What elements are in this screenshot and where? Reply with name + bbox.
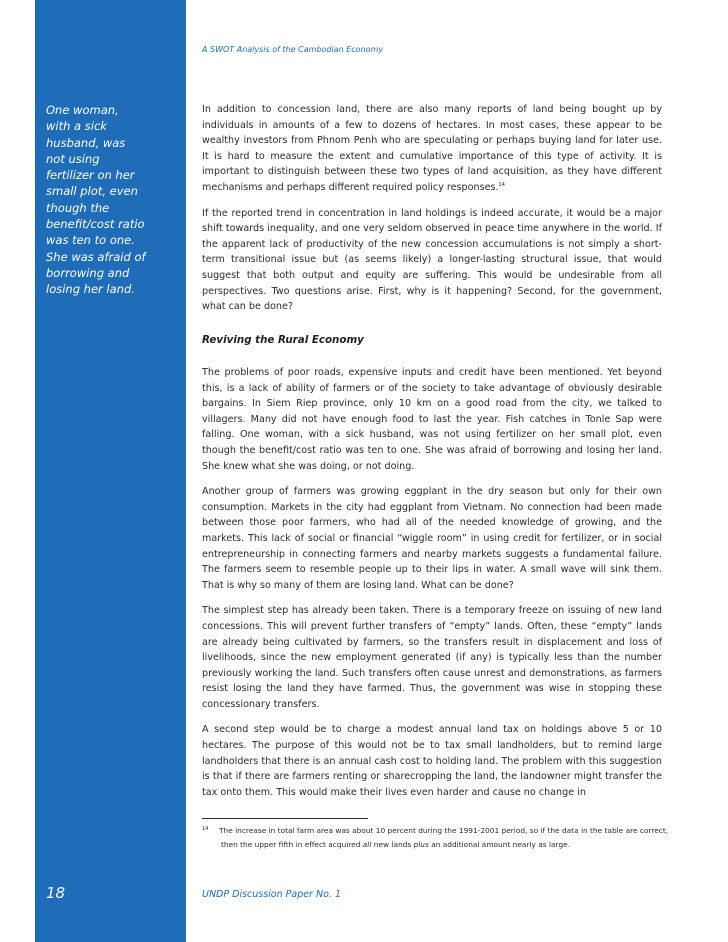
footnote-line <box>202 838 672 852</box>
body-paragraph: The problems of poor roads, expensive inputs and credit have been mentioned. Yet beyond this, is a lack of ability of farmers or of the society to take advantage of obviously desirable bargains. In Siem Riep province, only 10 km on a good road from the city, we talked to villagers. Many did not have enough food to last the year. Fish catches in Tonle Sap were falling. One woman, with a sick husband, was not using fertilizer on her small plot, even though the benefit/cost ratio was ten to one. She was afraid of borrowing and losing her land. She knew what she was doing, or not doing. <box>202 367 662 472</box>
pull-quote <box>46 102 176 298</box>
footnote-text: an additional amount nearly as large. <box>428 840 571 849</box>
footnote-divider <box>202 818 368 819</box>
footnote-line: The increase in total farm area was about 10 percent during the 1991-2001 period, so if the data in the table are correct, <box>219 826 669 835</box>
paragraph-text: In addition to concession land, there are also many reports of land being bought up by individuals in amounts of a few to dozens of hectares. In most cases, these appear to be wealthy investors from Phnom Penh who are speculating or perhaps buying land for later use. It is hard to measure the extent and cumulative importance of this type of activity. It is important to distinguish between these two types of land acquisition, as they have different mechanisms and perhaps different required policy responses. <box>202 104 662 193</box>
pull-quote-line: losing her land. <box>46 282 135 297</box>
pull-quote-line: not using <box>46 151 100 166</box>
running-footer: UNDP Discussion Paper No. 1 <box>202 889 342 900</box>
pull-quote-line: was ten to one. <box>46 233 135 248</box>
body-paragraph: A second step would be to charge a modest annual land tax on holdings above 5 or 10 hectares. The purpose of this would not be to tax small landholders, but to remind large landholders that there is an annual cash cost to holding land. The problem with this suggestion is that if there are farmers renting or sharecropping the land, the landowner might transfer the tax onto them. This would make their lives even harder and cause no change in <box>202 724 662 798</box>
pull-quote-line: She was afraid of <box>46 249 146 264</box>
pull-quote-line: fertilizer on her <box>46 168 135 183</box>
pull-quote-line: borrowing and <box>46 265 130 280</box>
pull-quote-line: husband, was <box>46 135 126 150</box>
footnote-reference: 14 <box>498 181 505 188</box>
footnote-number: 14 <box>202 826 209 832</box>
body-block-top <box>202 102 662 325</box>
footnote-emphasis: all <box>362 840 372 849</box>
page-number: 18 <box>46 884 66 902</box>
footnote <box>202 824 672 852</box>
body-paragraph: If the reported trend in concentration in land holdings is indeed accurate, it would be a major shift towards inequality, and one very seldom observed in peace time anywhere in the world. If the apparent lack of productivity of the new concession accumulations is not simply a short-term transitional issue but (as seems likely) a longer-lasting structural issue, that would suggest that both output and equity are suffering. This would be undesirable from all perspectives. Two questions arise. First, why is it happening? Second, for the government, what can be done? <box>202 207 662 313</box>
pull-quote-line: benefit/cost ratio <box>46 217 145 232</box>
running-header: A SWOT Analysis of the Cambodian Economy <box>202 45 384 54</box>
pull-quote-line: though the <box>46 200 110 215</box>
body-block-bottom <box>202 365 662 810</box>
pull-quote-line: One woman, <box>46 103 119 117</box>
footnote-text: then the upper fifth in effect acquired <box>221 840 363 849</box>
body-paragraph <box>202 102 662 196</box>
body-paragraph: The simplest step has already been taken. There is a temporary freeze on issuing of new land concessions. This will prevent further transfers of “empty” lands. Often, these “empty” lands are already being cultivated by farmers, so the transfers result in displacement and loss of livelihoods, since the new employment generated (if any) is typically less than the number previously working the land. Such transfers often cause unrest and demonstrations, as farmers resist losing the land they have farmed. Thus, the government was wise in stopping these concessionary transfers. <box>202 605 662 710</box>
pull-quote-line: with a sick <box>46 119 107 134</box>
section-heading: Reviving the Rural Economy <box>202 334 364 346</box>
pull-quote-line: small plot, even <box>46 184 138 199</box>
footnote-emphasis: plus <box>413 840 429 849</box>
body-paragraph: Another group of farmers was growing eggplant in the dry season but only for their own consumption. Markets in the city had eggplant from Vietnam. No connection had been made between those poor farmers, who had all of the needed knowledge of growing, and the markets. This lack of social or financial “wiggle room” in using credit for fertilizer, or in social entrepreneurship in connecting farmers and nearby markets suggests a fundamental failure. The farmers seem to resemble people up to their lips in water. A small wave will sink them. That is why so many of them are losing land. What can be done? <box>202 486 662 591</box>
footnote-text: new lands <box>371 840 414 849</box>
